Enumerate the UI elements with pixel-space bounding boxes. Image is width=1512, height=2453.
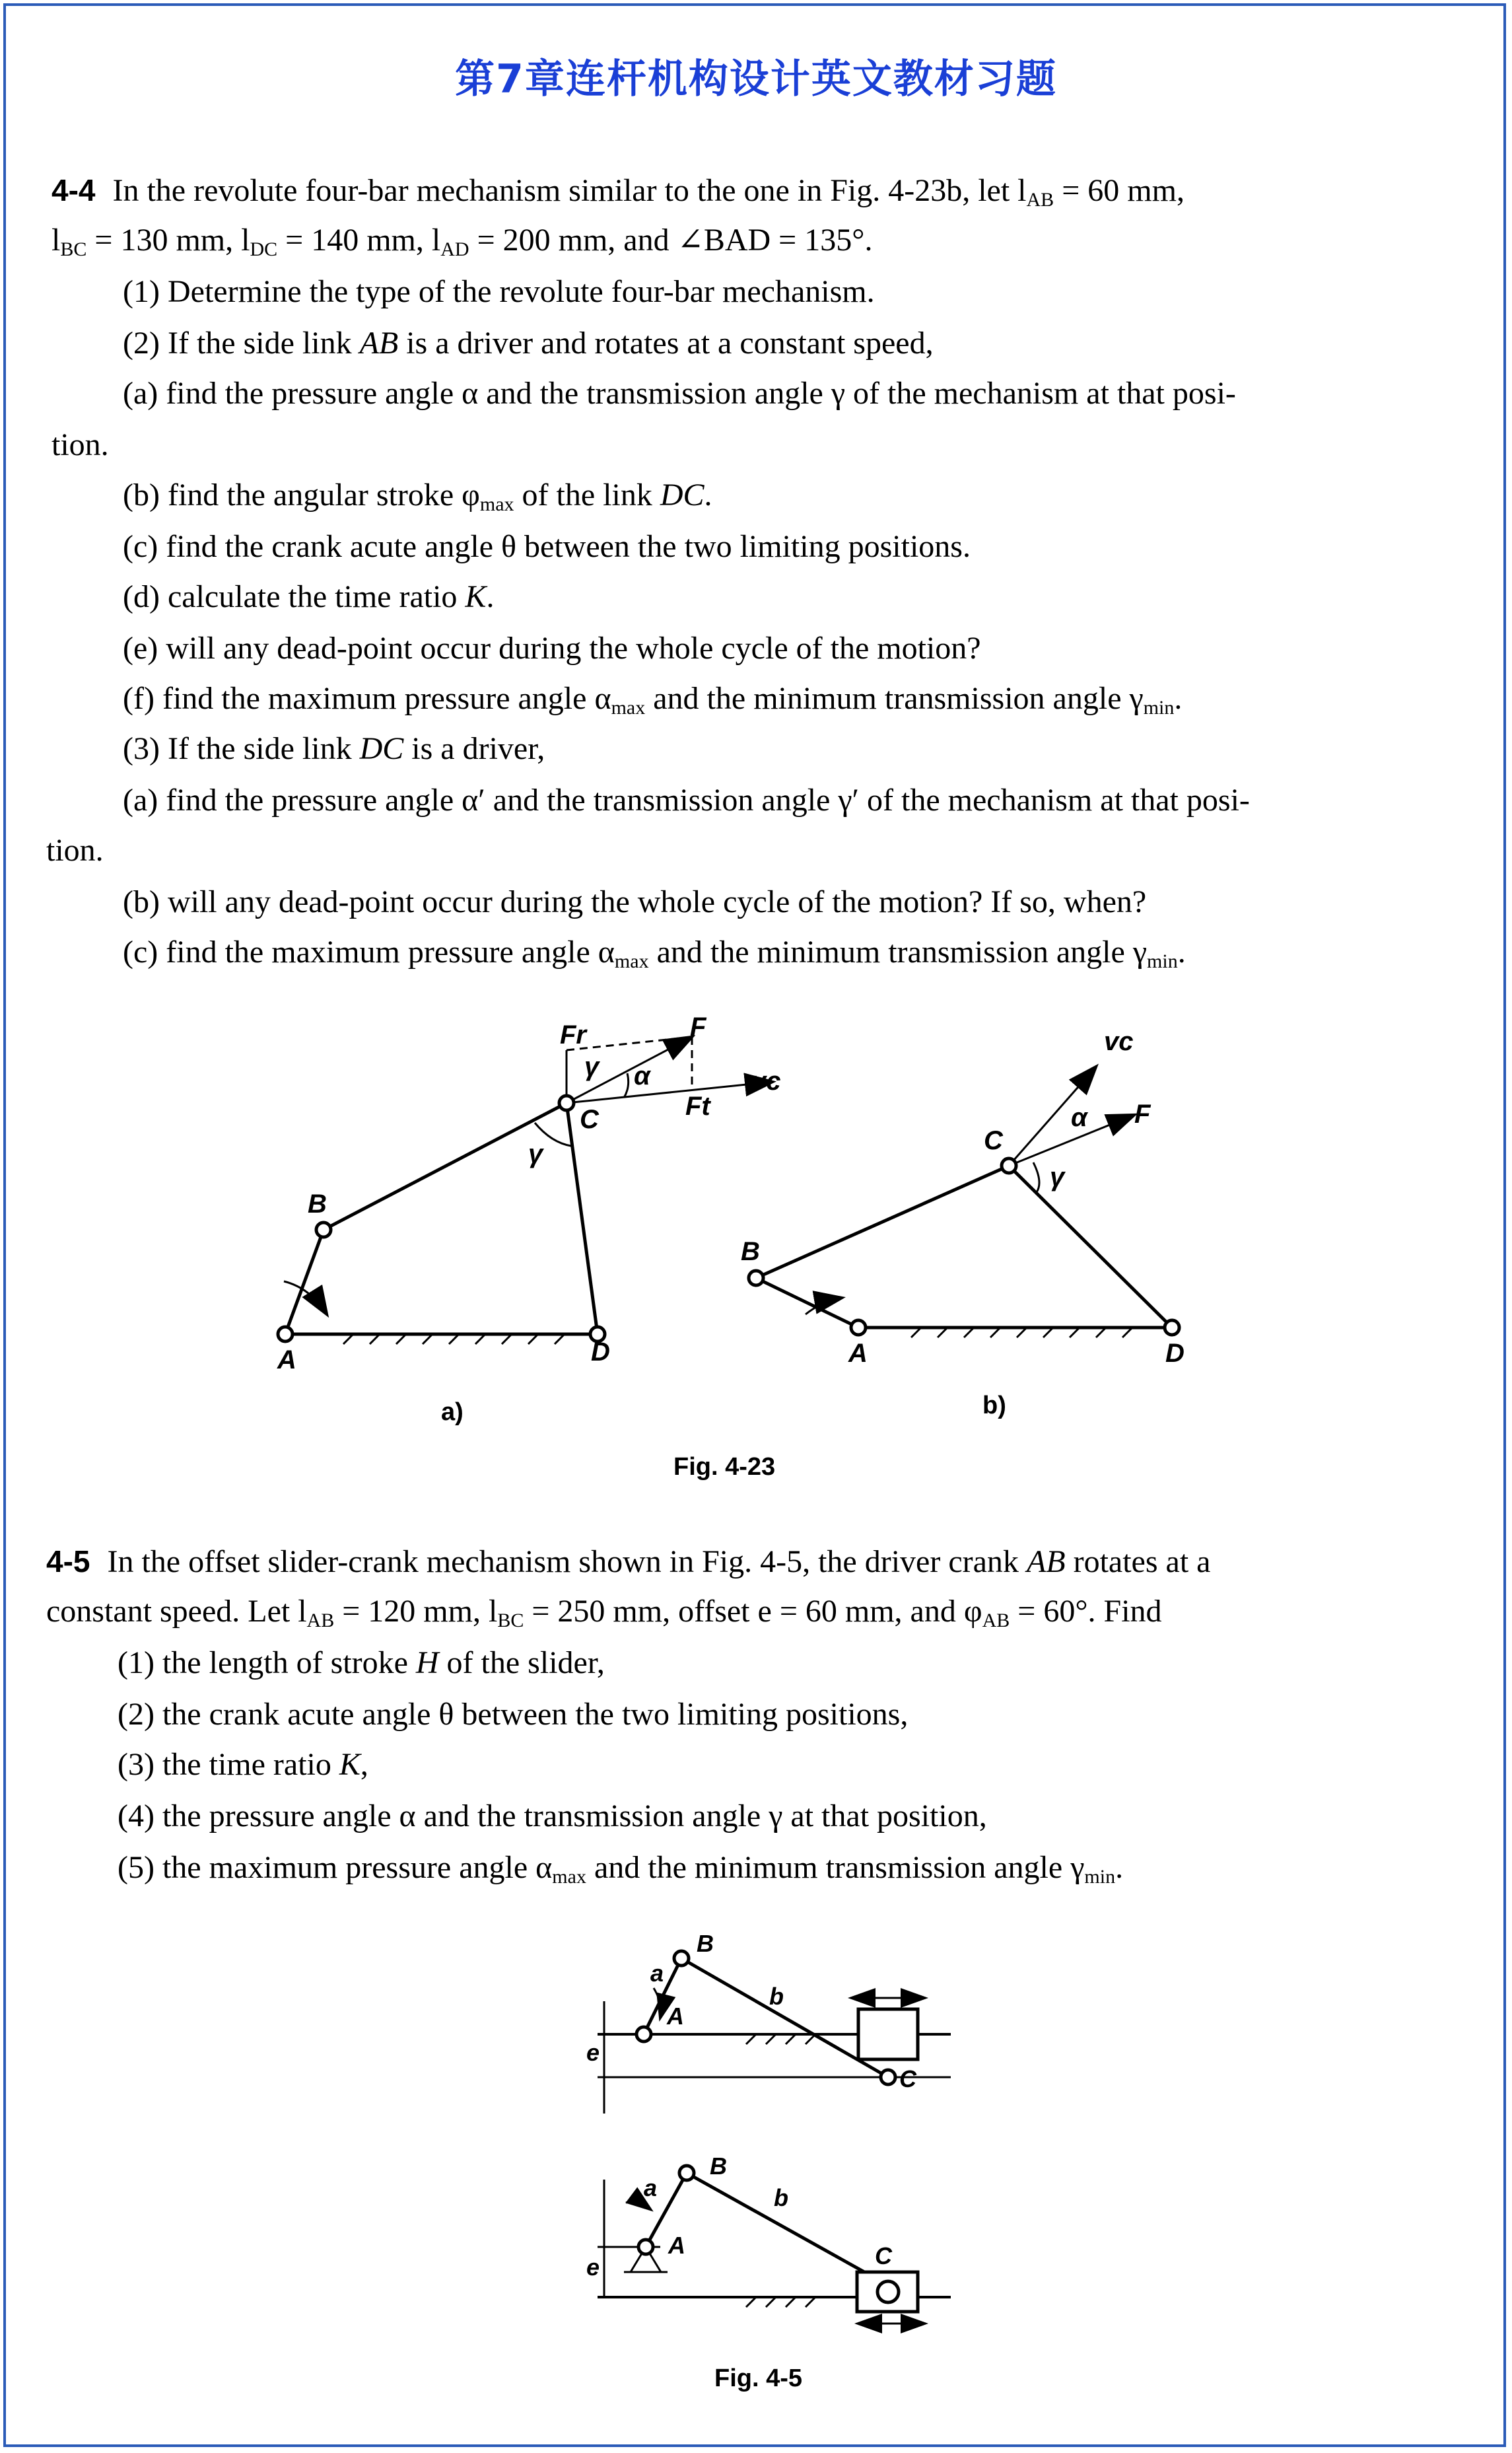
label-b-bottom: b (774, 2184, 788, 2211)
p45-line-1: 4-5 In the offset slider-crank mechanism shown in Fig. 4-5, the driver crank AB rotates at a (46, 1544, 1211, 1579)
p44-number: 4-4 (52, 173, 96, 207)
p44-q3c: (c) find the maximum pressure angle $\alpha_{max}$ and the minimum transmission angle $\gamma_{min}$. (123, 935, 1186, 972)
p45-number: 4-5 (46, 1544, 90, 1579)
label-a-top: a (650, 1960, 664, 1987)
link-CD-b (1009, 1166, 1172, 1328)
label-Ft: Ft (685, 1092, 710, 1121)
label-gamma: γ (528, 1139, 543, 1168)
label-C-bottom: C (875, 2242, 892, 2269)
label-F: F (690, 1013, 706, 1042)
p44-line-1: 4-4 In the revolute four-bar mechanism similar to the one in Fig. 4-23b, let $l_{AB} = 60$ mm, (52, 173, 1185, 211)
p44-q2a: (a) find the pressure angle α and the transmission angle γ of the mechanism at that posi- (123, 376, 1236, 411)
p44-q2f: (f) find the maximum pressure angle $\alpha_{max}$ and the minimum transmission angle $\gamma_{min}$. (123, 681, 1183, 719)
figure-4-23a-labels (277, 1013, 781, 1374)
label-vc-b: vc (1104, 1027, 1134, 1056)
p45-q2: (2) the crank acute angle θ between the two limiting positions, (118, 1697, 909, 1732)
label-Fr: Fr (560, 1020, 586, 1049)
label-A: A (277, 1345, 296, 1374)
p45-q4: (4) the pressure angle α and the transmission angle γ at that position, (118, 1798, 987, 1833)
label-F-b: F (1134, 1100, 1151, 1129)
label-A-bottom: A (668, 2232, 685, 2259)
figure-4-5 (0, 1915, 1512, 2391)
subcaption-b: b) (982, 1392, 1006, 1419)
label-A-b: A (848, 1339, 868, 1368)
p44-q1: (1) Determine the type of the revolute four-bar mechanism. (123, 274, 875, 309)
label-C-top: C (899, 2065, 916, 2092)
label-B-top: B (697, 1930, 714, 1957)
p44-q3: (3) If the side link DC is a driver, (123, 731, 545, 766)
label-B-b: B (741, 1237, 760, 1266)
p45-q5: (5) the maximum pressure angle $\alpha_{max}$ and the minimum transmission angle $\gamma_{min}$. (118, 1850, 1124, 1888)
p44-q3b: (b) will any dead-point occur during the whole cycle of the motion? If so, when? (123, 884, 1147, 919)
link-BC-b (756, 1166, 1009, 1278)
p45-q1: (1) the length of stroke H of the slider, (118, 1645, 605, 1680)
label-alpha-b: α (1071, 1103, 1087, 1132)
subcaption-a: a) (441, 1398, 464, 1426)
figure-4-23a (278, 1037, 773, 1344)
p44-q2a-cont: tion. (52, 427, 109, 462)
label-gamma-top: γ (584, 1052, 600, 1081)
label-gamma-b: γ (1050, 1162, 1065, 1191)
link-AB-b (756, 1278, 858, 1328)
figure-4-23-caption: Fig. 4-23 (673, 1453, 776, 1481)
p44-q2b: (b) find the angular stroke $\varphi_{max}$ of the link DC. (123, 478, 712, 515)
label-e-bottom: e (586, 2254, 600, 2281)
label-e-top: e (586, 2039, 600, 2066)
label-C: C (580, 1105, 599, 1134)
figure-4-23b-labels (741, 1027, 1185, 1368)
label-b-top: b (769, 1983, 784, 2010)
label-B: B (308, 1190, 327, 1219)
label-D: D (591, 1337, 610, 1367)
link-AB (285, 1230, 324, 1334)
label-C-b: C (984, 1126, 1003, 1155)
p44-q2d: (d) calculate the time ratio K. (123, 579, 495, 614)
label-B-bottom: B (710, 2152, 727, 2180)
label-vc: vc (751, 1067, 781, 1096)
figure-4-23b (749, 1067, 1179, 1337)
p44-q2c: (c) find the crank acute angle θ between the two limiting positions. (123, 529, 971, 564)
label-D-b: D (1165, 1339, 1185, 1368)
p45-line-2: constant speed. Let $l_{AB} = 120$ mm, $l_{BC} = 250$ mm, offset e = 60 mm, and $\varphi_{AB} = 60^\circ$. Find (46, 1594, 1162, 1631)
label-a-bottom: a (644, 2174, 658, 2201)
p44-q2e: (e) will any dead-point occur during the whole cycle of the motion? (123, 631, 981, 666)
label-A-top: A (667, 2003, 684, 2030)
label-alpha: α (634, 1061, 650, 1090)
link-CD (567, 1103, 598, 1334)
p44-q3a: (a) find the pressure angle α′ and the transmission angle γ′ of the mechanism at that posi- (123, 783, 1250, 818)
p44-line-2: $l_{BC} = 130$ mm, $l_{DC} = 140$ mm, $l_{AD} = 200$ mm, and ∠BAD = 135°. (52, 223, 873, 260)
p44-q2: (2) If the side link AB is a driver and rotates at a constant speed, (123, 326, 934, 361)
p45-q3: (3) the time ratio K, (118, 1747, 368, 1782)
figure-4-23 (0, 991, 1512, 1506)
p44-q3a-cont: tion. (46, 833, 104, 868)
figure-4-5-caption: Fig. 4-5 (714, 2364, 803, 2392)
page-title: 第7章连杆机构设计英文教材习题 (455, 56, 1057, 102)
